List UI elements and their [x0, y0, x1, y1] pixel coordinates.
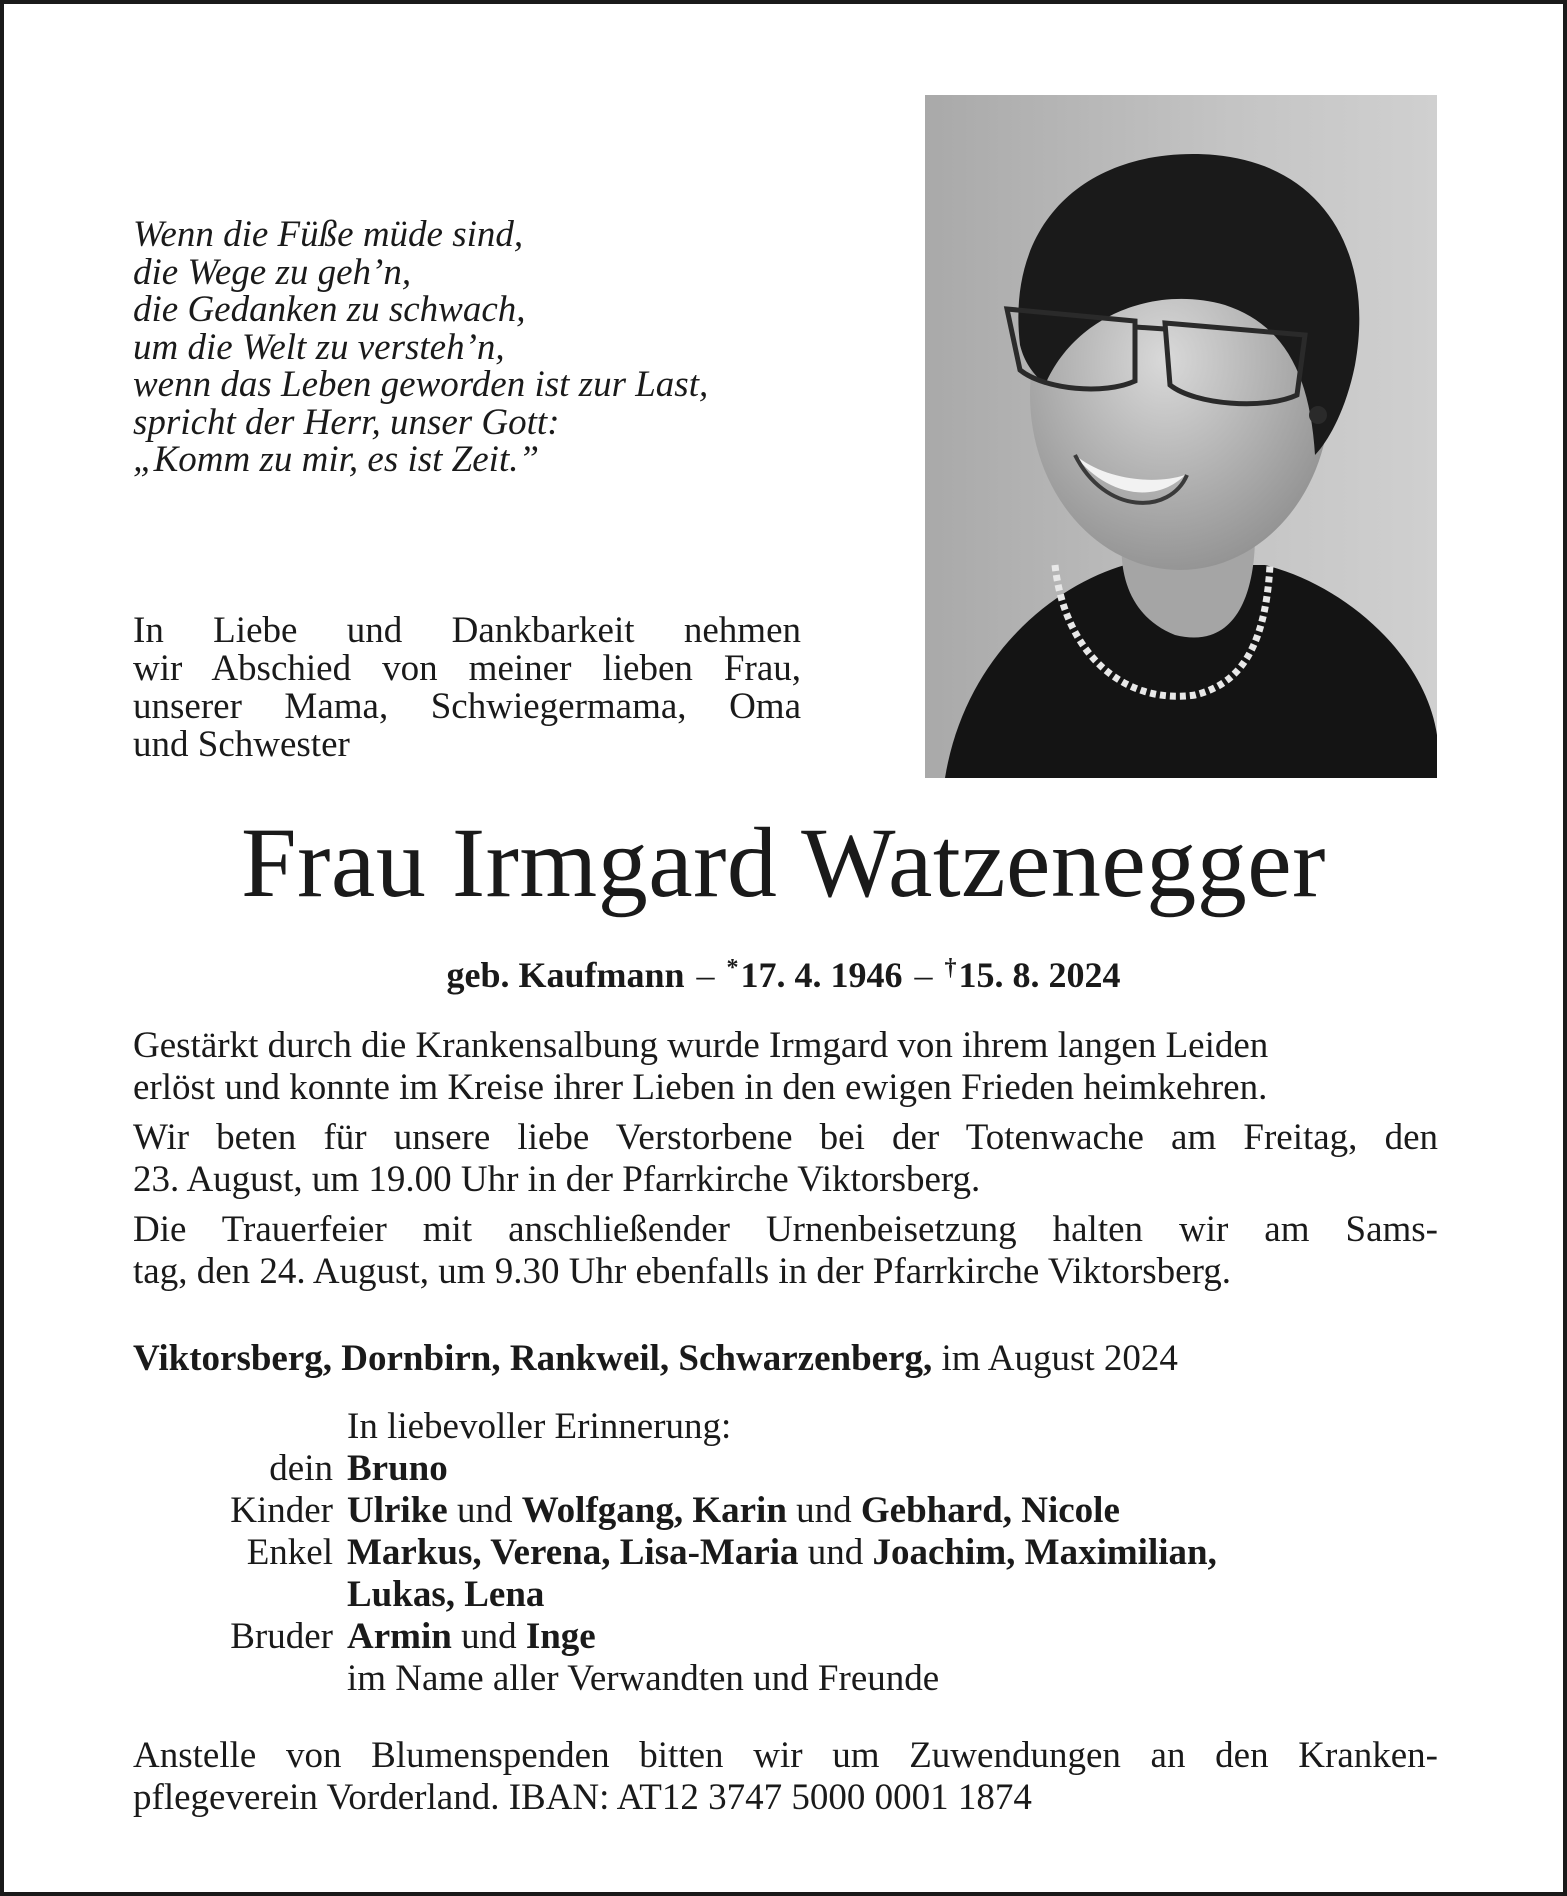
- intro-line: In Liebe und Dankbarkeit nehmen: [133, 610, 801, 651]
- paragraph-line: Gestärkt durch die Krankensalbung wurde Irmgard von ihrem langen Leiden: [133, 1025, 1269, 1066]
- child-name: Ulrike: [347, 1490, 448, 1531]
- child-name: Gebhard, Nicole: [860, 1490, 1120, 1531]
- birth-date: 17. 4. 1946: [740, 955, 903, 995]
- poem-line: wenn das Leben geworden ist zur Last,: [133, 364, 709, 405]
- life-dates: [0, 946, 1567, 997]
- brother-name: Inge: [525, 1616, 596, 1657]
- poem: [133, 216, 833, 479]
- poem-line: um die Welt zu versteh’n,: [133, 326, 505, 368]
- paragraph-line: tag, den 24. August, um 9.30 Uhr ebenfalls in der Pfarrkirche Viktorsberg.: [133, 1251, 1231, 1292]
- survivors-heading-row: [133, 1406, 1438, 1448]
- intro-line: und Schwester: [133, 724, 350, 765]
- survivors-closing: im Name aller Verwandten und Freunde: [347, 1658, 940, 1699]
- portrait-illustration: [925, 95, 1437, 778]
- date-separator: –: [914, 955, 933, 995]
- paragraph-line: erlöst und konnte im Kreise ihrer Lieben in den ewigen Frieden heimkehren.: [133, 1067, 1268, 1108]
- survivor-row-grandchildren: [133, 1532, 1438, 1574]
- paragraph-wake: [133, 1117, 1438, 1201]
- date-separator: –: [696, 955, 715, 995]
- survivor-row-grandchildren-cont: [133, 1574, 1438, 1616]
- conjunction: und: [456, 1490, 513, 1531]
- paragraph-line: Wir beten für unsere liebe Verstorbene bei der Totenwache am Freitag, den: [133, 1117, 1438, 1158]
- poem-line: „Komm zu mir, es ist Zeit.”: [133, 439, 540, 480]
- survivors-heading: In liebevoller Erinnerung:: [347, 1406, 732, 1447]
- poem-line: die Wege zu geh’n,: [133, 251, 412, 293]
- paragraph-line: Die Trauerfeier mit anschließender Urnenbeisetzung halten wir am Sams-: [133, 1209, 1438, 1250]
- places: Viktorsberg, Dornbirn, Rankweil, Schwarzenberg,: [133, 1338, 933, 1379]
- poem-line: die Gedanken zu schwach,: [133, 289, 526, 330]
- survivors-list: [133, 1406, 1438, 1700]
- intro-line: wir Abschied von meiner lieben Frau,: [133, 648, 801, 689]
- grandchild-name: Markus, Verena, Lisa-Maria: [347, 1532, 799, 1573]
- survivor-row-spouse: [133, 1448, 1438, 1490]
- donation-note: [133, 1735, 1438, 1819]
- intro-text: [133, 612, 801, 764]
- relation-label: Enkel: [246, 1532, 333, 1573]
- place-date-line: [133, 1338, 1178, 1380]
- paragraph-funeral: [133, 1209, 1438, 1293]
- child-name: Wolfgang, Karin: [521, 1490, 787, 1531]
- grandchild-name: Joachim, Maximilian,: [872, 1532, 1217, 1573]
- intro-line: unserer Mama, Schwiegermama, Oma: [133, 686, 801, 727]
- maiden-name: geb. Kaufmann: [446, 955, 685, 995]
- announcement-body: [133, 1025, 1438, 1301]
- conjunction: und: [461, 1616, 517, 1657]
- survivor-row-children: [133, 1490, 1438, 1532]
- conjunction: und: [807, 1532, 864, 1573]
- survivor-row-brother: [133, 1616, 1438, 1658]
- death-symbol: †: [944, 955, 957, 981]
- birth-symbol: *: [726, 955, 739, 981]
- portrait-photo: [925, 95, 1437, 778]
- paragraph-line: 23. August, um 19.00 Uhr in der Pfarrkirche Viktorsberg.: [133, 1159, 981, 1200]
- month-year: im August 2024: [941, 1338, 1178, 1379]
- grandchild-name: Lukas, Lena: [347, 1574, 545, 1615]
- donation-line: Anstelle von Blumenspenden bitten wir um Zuwendungen an den Kranken-: [133, 1735, 1438, 1776]
- paragraph-passing: [133, 1025, 1438, 1109]
- brother-name: Armin: [347, 1616, 452, 1657]
- conjunction: und: [796, 1490, 852, 1531]
- relation-label: Kinder: [230, 1490, 333, 1531]
- donation-line: pflegeverein Vorderland. IBAN: AT12 3747 5000 0001 1874: [133, 1777, 1032, 1818]
- poem-line: Wenn die Füße müde sind,: [133, 214, 524, 255]
- relation-label: Bruder: [230, 1616, 333, 1657]
- poem-line: spricht der Herr, unser Gott:: [133, 401, 560, 443]
- death-date: 15. 8. 2024: [958, 955, 1121, 995]
- deceased-name: Frau Irmgard Watzenegger: [241, 807, 1326, 918]
- spouse-name: Bruno: [347, 1448, 448, 1489]
- relation-label: dein: [269, 1448, 333, 1489]
- survivors-closing-row: [133, 1658, 1438, 1700]
